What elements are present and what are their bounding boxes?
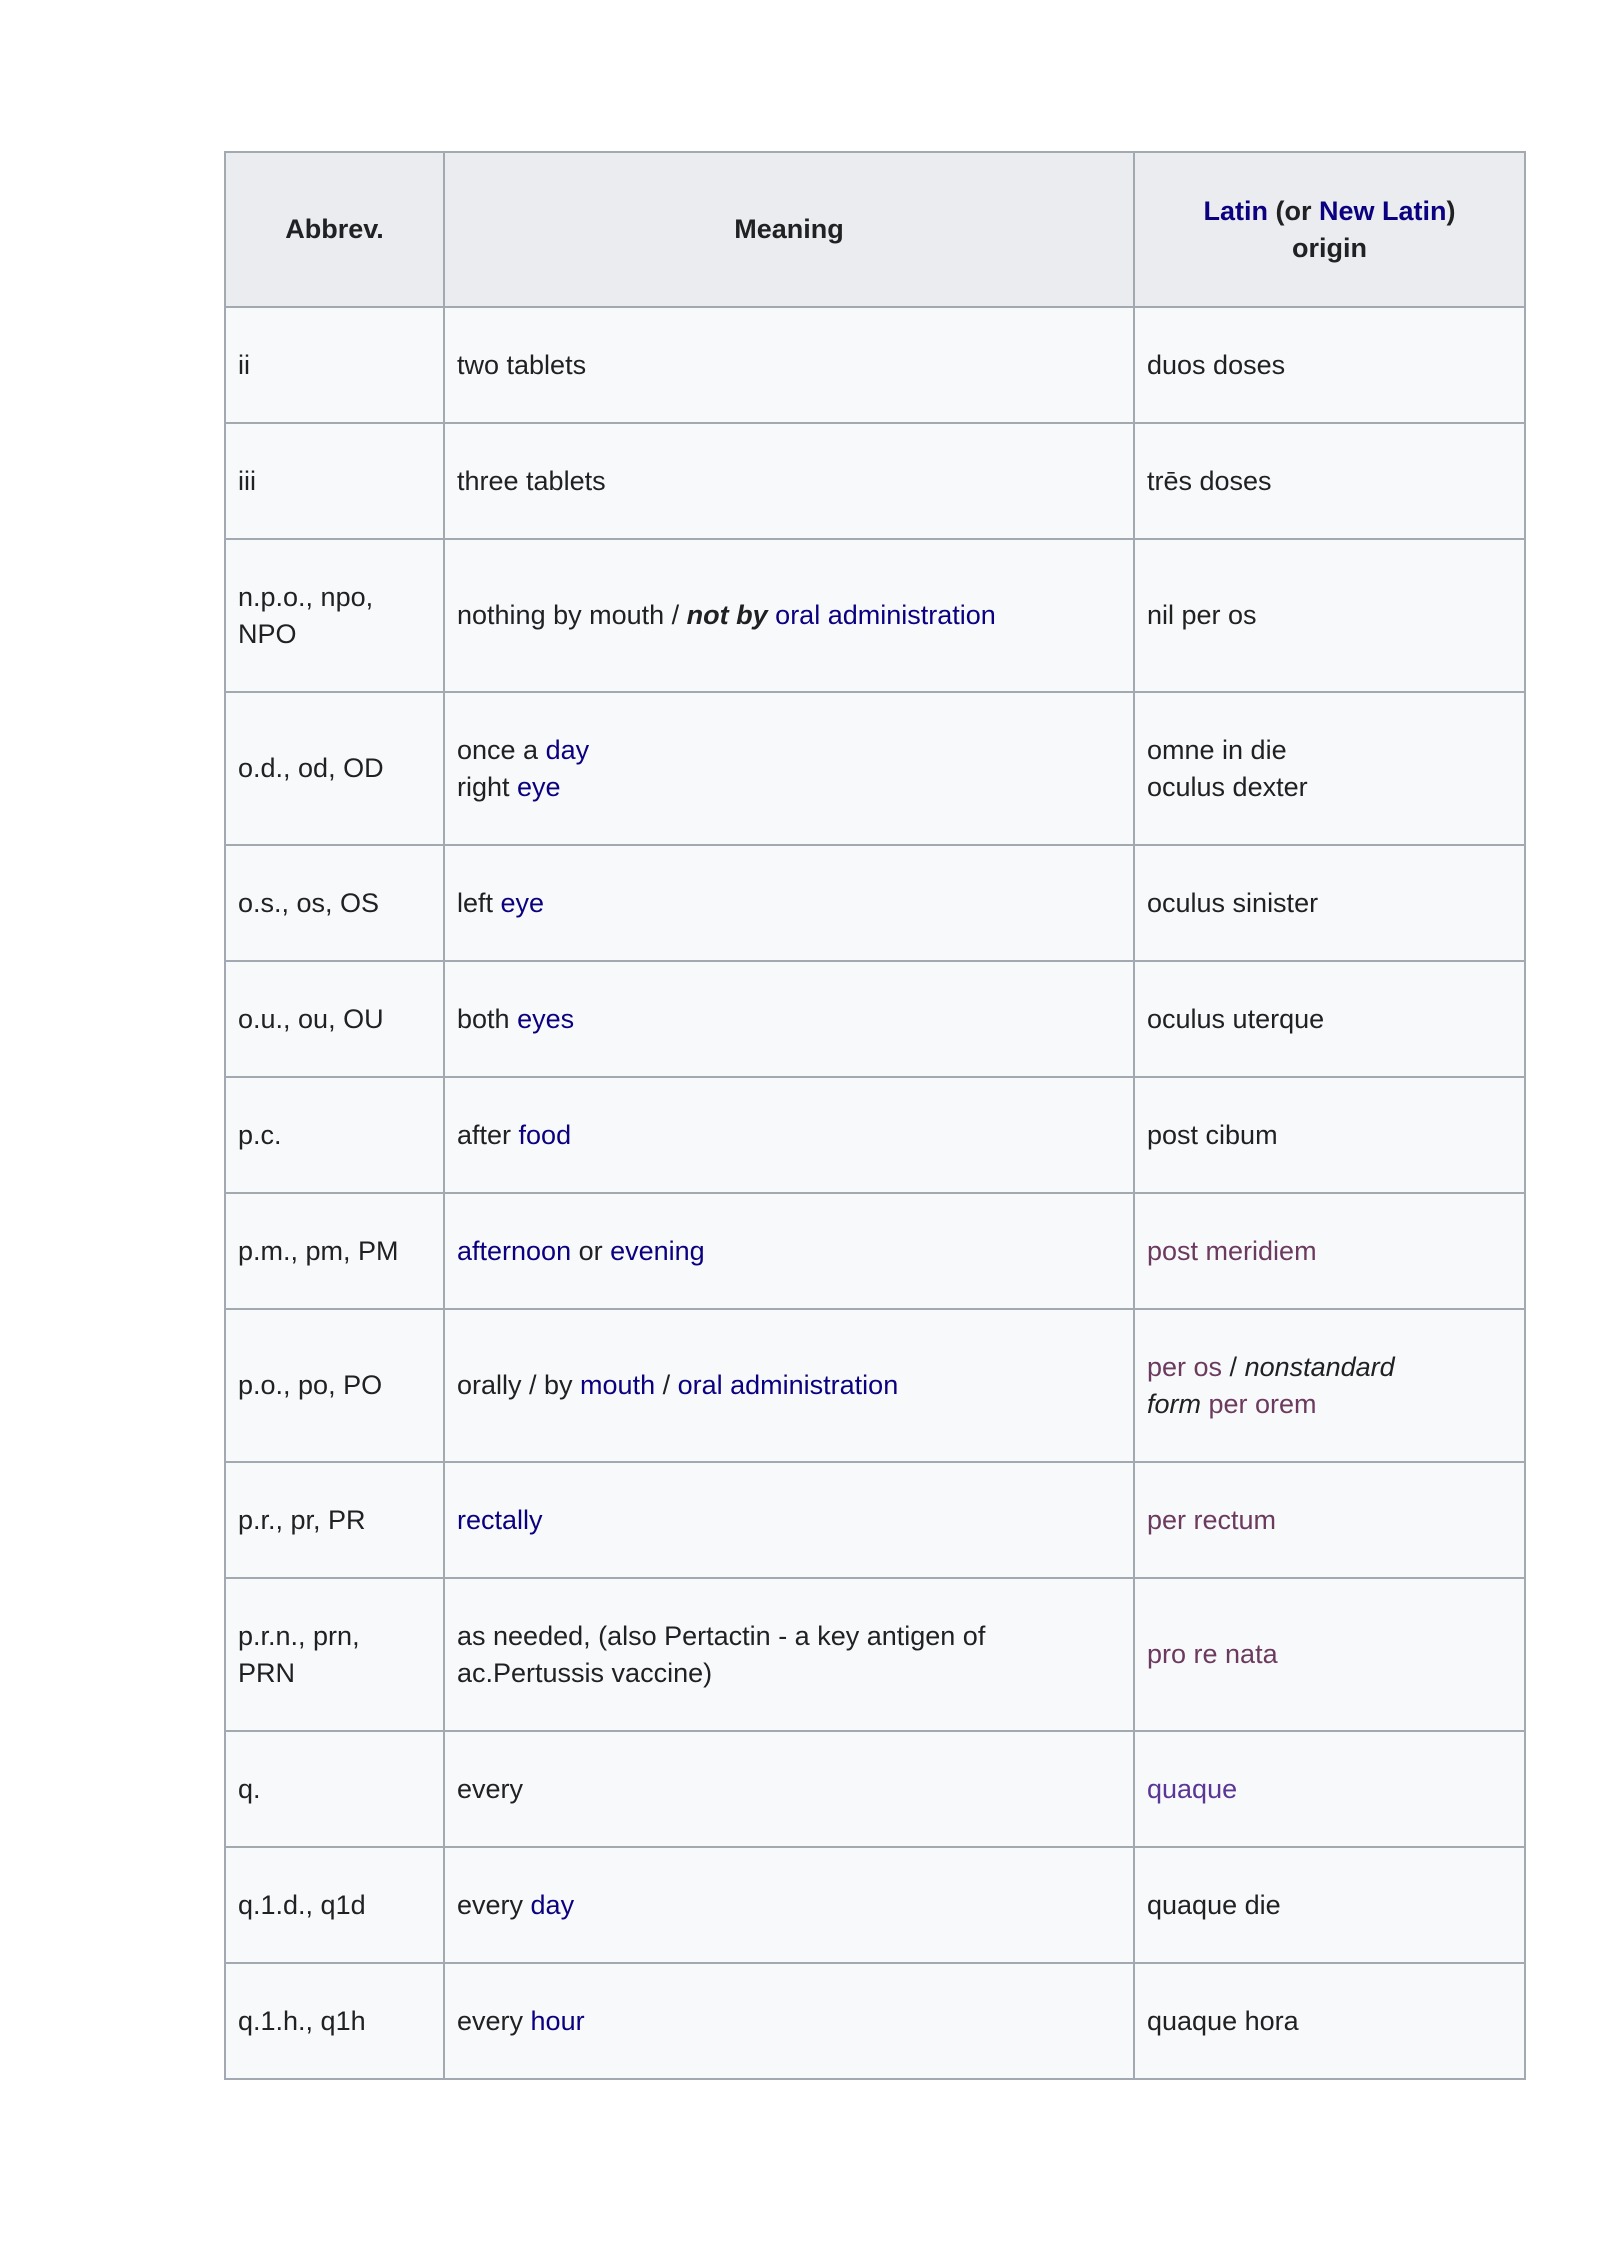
- meaning-text: nothing by mouth /: [457, 600, 687, 630]
- table-row: [225, 692, 1525, 845]
- meaning-cell: two tablets: [444, 307, 1134, 423]
- origin-cell: [1134, 692, 1525, 845]
- hour-link[interactable]: hour: [530, 2005, 585, 2036]
- table-row: [225, 539, 1525, 692]
- meaning-text: right: [457, 771, 518, 802]
- origin-text: /: [1222, 1351, 1245, 1382]
- origin-cell: quaque die: [1134, 1847, 1525, 1963]
- meaning-cell: every: [444, 1731, 1134, 1847]
- new-latin-link[interactable]: New Latin: [1318, 195, 1447, 226]
- origin-cell: nil per os: [1134, 539, 1525, 692]
- latin-link[interactable]: Latin: [1203, 195, 1268, 226]
- meaning-cell: [444, 1578, 1134, 1731]
- eyes-link[interactable]: eyes: [517, 1003, 575, 1034]
- header-origin-text: ): [1446, 195, 1456, 226]
- table-row: [225, 1077, 1525, 1193]
- per-os-link[interactable]: per os: [1147, 1351, 1223, 1382]
- meaning-text: or: [571, 1235, 611, 1266]
- header-abbrev: Abbrev.: [225, 152, 444, 307]
- meaning-cell: [444, 1077, 1134, 1193]
- meaning-cell: [444, 1847, 1134, 1963]
- meaning-text: every: [457, 2005, 531, 2036]
- origin-cell: duos doses: [1134, 307, 1525, 423]
- meaning-text: left: [457, 887, 501, 918]
- meaning-cell: [444, 692, 1134, 845]
- meaning-emphasis: not by: [686, 600, 768, 630]
- per-orem-link[interactable]: per orem: [1201, 1388, 1317, 1419]
- table-row: [225, 1731, 1525, 1847]
- origin-cell: [1134, 1193, 1525, 1309]
- abbrev-cell: [225, 539, 444, 692]
- table-row: [225, 1309, 1525, 1462]
- meaning-cell: [444, 1462, 1134, 1578]
- meaning-text: orally / by: [457, 1370, 581, 1400]
- rectally-link[interactable]: rectally: [457, 1504, 543, 1535]
- meaning-text: /: [655, 1370, 678, 1400]
- abbrev-cell: o.d., od, OD: [225, 692, 444, 845]
- table-row: [225, 1193, 1525, 1309]
- header-origin-text: (or: [1267, 195, 1319, 226]
- eye-link[interactable]: eye: [500, 887, 545, 918]
- origin-cell: [1134, 1462, 1525, 1578]
- day-link[interactable]: day: [545, 734, 590, 765]
- abbrev-cell: ii: [225, 307, 444, 423]
- header-meaning: Meaning: [444, 152, 1134, 307]
- abbrev-cell: iii: [225, 423, 444, 539]
- origin-cell: [1134, 1731, 1525, 1847]
- evening-link[interactable]: evening: [610, 1235, 705, 1266]
- meaning-cell: [444, 1963, 1134, 2079]
- abbrev-cell: q.1.d., q1d: [225, 1847, 444, 1963]
- table-row: [225, 845, 1525, 961]
- meaning-cell: [444, 539, 1134, 692]
- abbreviations-table: [224, 151, 1526, 2080]
- abbrev-cell: p.r., pr, PR: [225, 1462, 444, 1578]
- meaning-text: as needed, (also Pertactin - a key antigen of: [457, 1620, 986, 1651]
- abbrev-text: NPO: [238, 618, 297, 649]
- origin-text: oculus dexter: [1147, 771, 1308, 802]
- table-row: [225, 961, 1525, 1077]
- abbrev-cell: p.c.: [225, 1077, 444, 1193]
- quaque-link[interactable]: quaque: [1147, 1773, 1238, 1804]
- meaning-text: every: [457, 1889, 531, 1920]
- abbrev-cell: [225, 1578, 444, 1731]
- header-origin: [1134, 152, 1525, 307]
- eye-link[interactable]: eye: [517, 771, 561, 802]
- table-header-row: [225, 152, 1525, 307]
- meaning-text: once a: [457, 734, 546, 765]
- abbrev-cell: o.u., ou, OU: [225, 961, 444, 1077]
- origin-cell: quaque hora: [1134, 1963, 1525, 2079]
- post-meridiem-link[interactable]: post meridiem: [1147, 1235, 1317, 1266]
- origin-cell: trēs doses: [1134, 423, 1525, 539]
- abbrev-text: n.p.o., npo,: [238, 581, 374, 612]
- per-rectum-link[interactable]: per rectum: [1147, 1504, 1277, 1535]
- afternoon-link[interactable]: afternoon: [457, 1235, 572, 1266]
- oral-administration-link[interactable]: oral administration: [677, 1370, 899, 1400]
- table-row: [225, 423, 1525, 539]
- meaning-text: both: [457, 1003, 518, 1034]
- origin-text: omne in die: [1147, 734, 1287, 765]
- abbrev-cell: o.s., os, OS: [225, 845, 444, 961]
- table-row: [225, 1847, 1525, 1963]
- origin-cell: [1134, 1578, 1525, 1731]
- pro-re-nata-link[interactable]: pro re nata: [1147, 1639, 1278, 1669]
- origin-cell: oculus sinister: [1134, 845, 1525, 961]
- abbrev-text: p.r.n., prn,: [238, 1620, 360, 1651]
- meaning-cell: [444, 845, 1134, 961]
- meaning-cell: three tablets: [444, 423, 1134, 539]
- origin-cell: [1134, 1309, 1525, 1462]
- origin-cell: post cibum: [1134, 1077, 1525, 1193]
- abbrev-text: PRN: [238, 1657, 296, 1688]
- abbrev-cell: p.o., po, PO: [225, 1309, 444, 1462]
- table-row: [225, 1578, 1525, 1731]
- abbrev-cell: q.: [225, 1731, 444, 1847]
- mouth-link[interactable]: mouth: [580, 1370, 656, 1400]
- origin-italic: form: [1147, 1388, 1201, 1419]
- table-row: [225, 1462, 1525, 1578]
- meaning-text: after: [457, 1119, 519, 1150]
- abbrev-cell: p.m., pm, PM: [225, 1193, 444, 1309]
- food-link[interactable]: food: [518, 1119, 572, 1150]
- table-row: [225, 307, 1525, 423]
- day-link[interactable]: day: [530, 1889, 575, 1920]
- abbrev-cell: q.1.h., q1h: [225, 1963, 444, 2079]
- meaning-cell: [444, 1193, 1134, 1309]
- origin-italic: nonstandard: [1244, 1351, 1395, 1382]
- origin-cell: oculus uterque: [1134, 961, 1525, 1077]
- meaning-cell: [444, 1309, 1134, 1462]
- table-row: [225, 1963, 1525, 2079]
- oral-administration-link[interactable]: oral administration: [775, 600, 996, 630]
- header-origin-word: origin: [1292, 232, 1367, 263]
- meaning-text: ac.Pertussis vaccine): [457, 1657, 713, 1688]
- meaning-cell: [444, 961, 1134, 1077]
